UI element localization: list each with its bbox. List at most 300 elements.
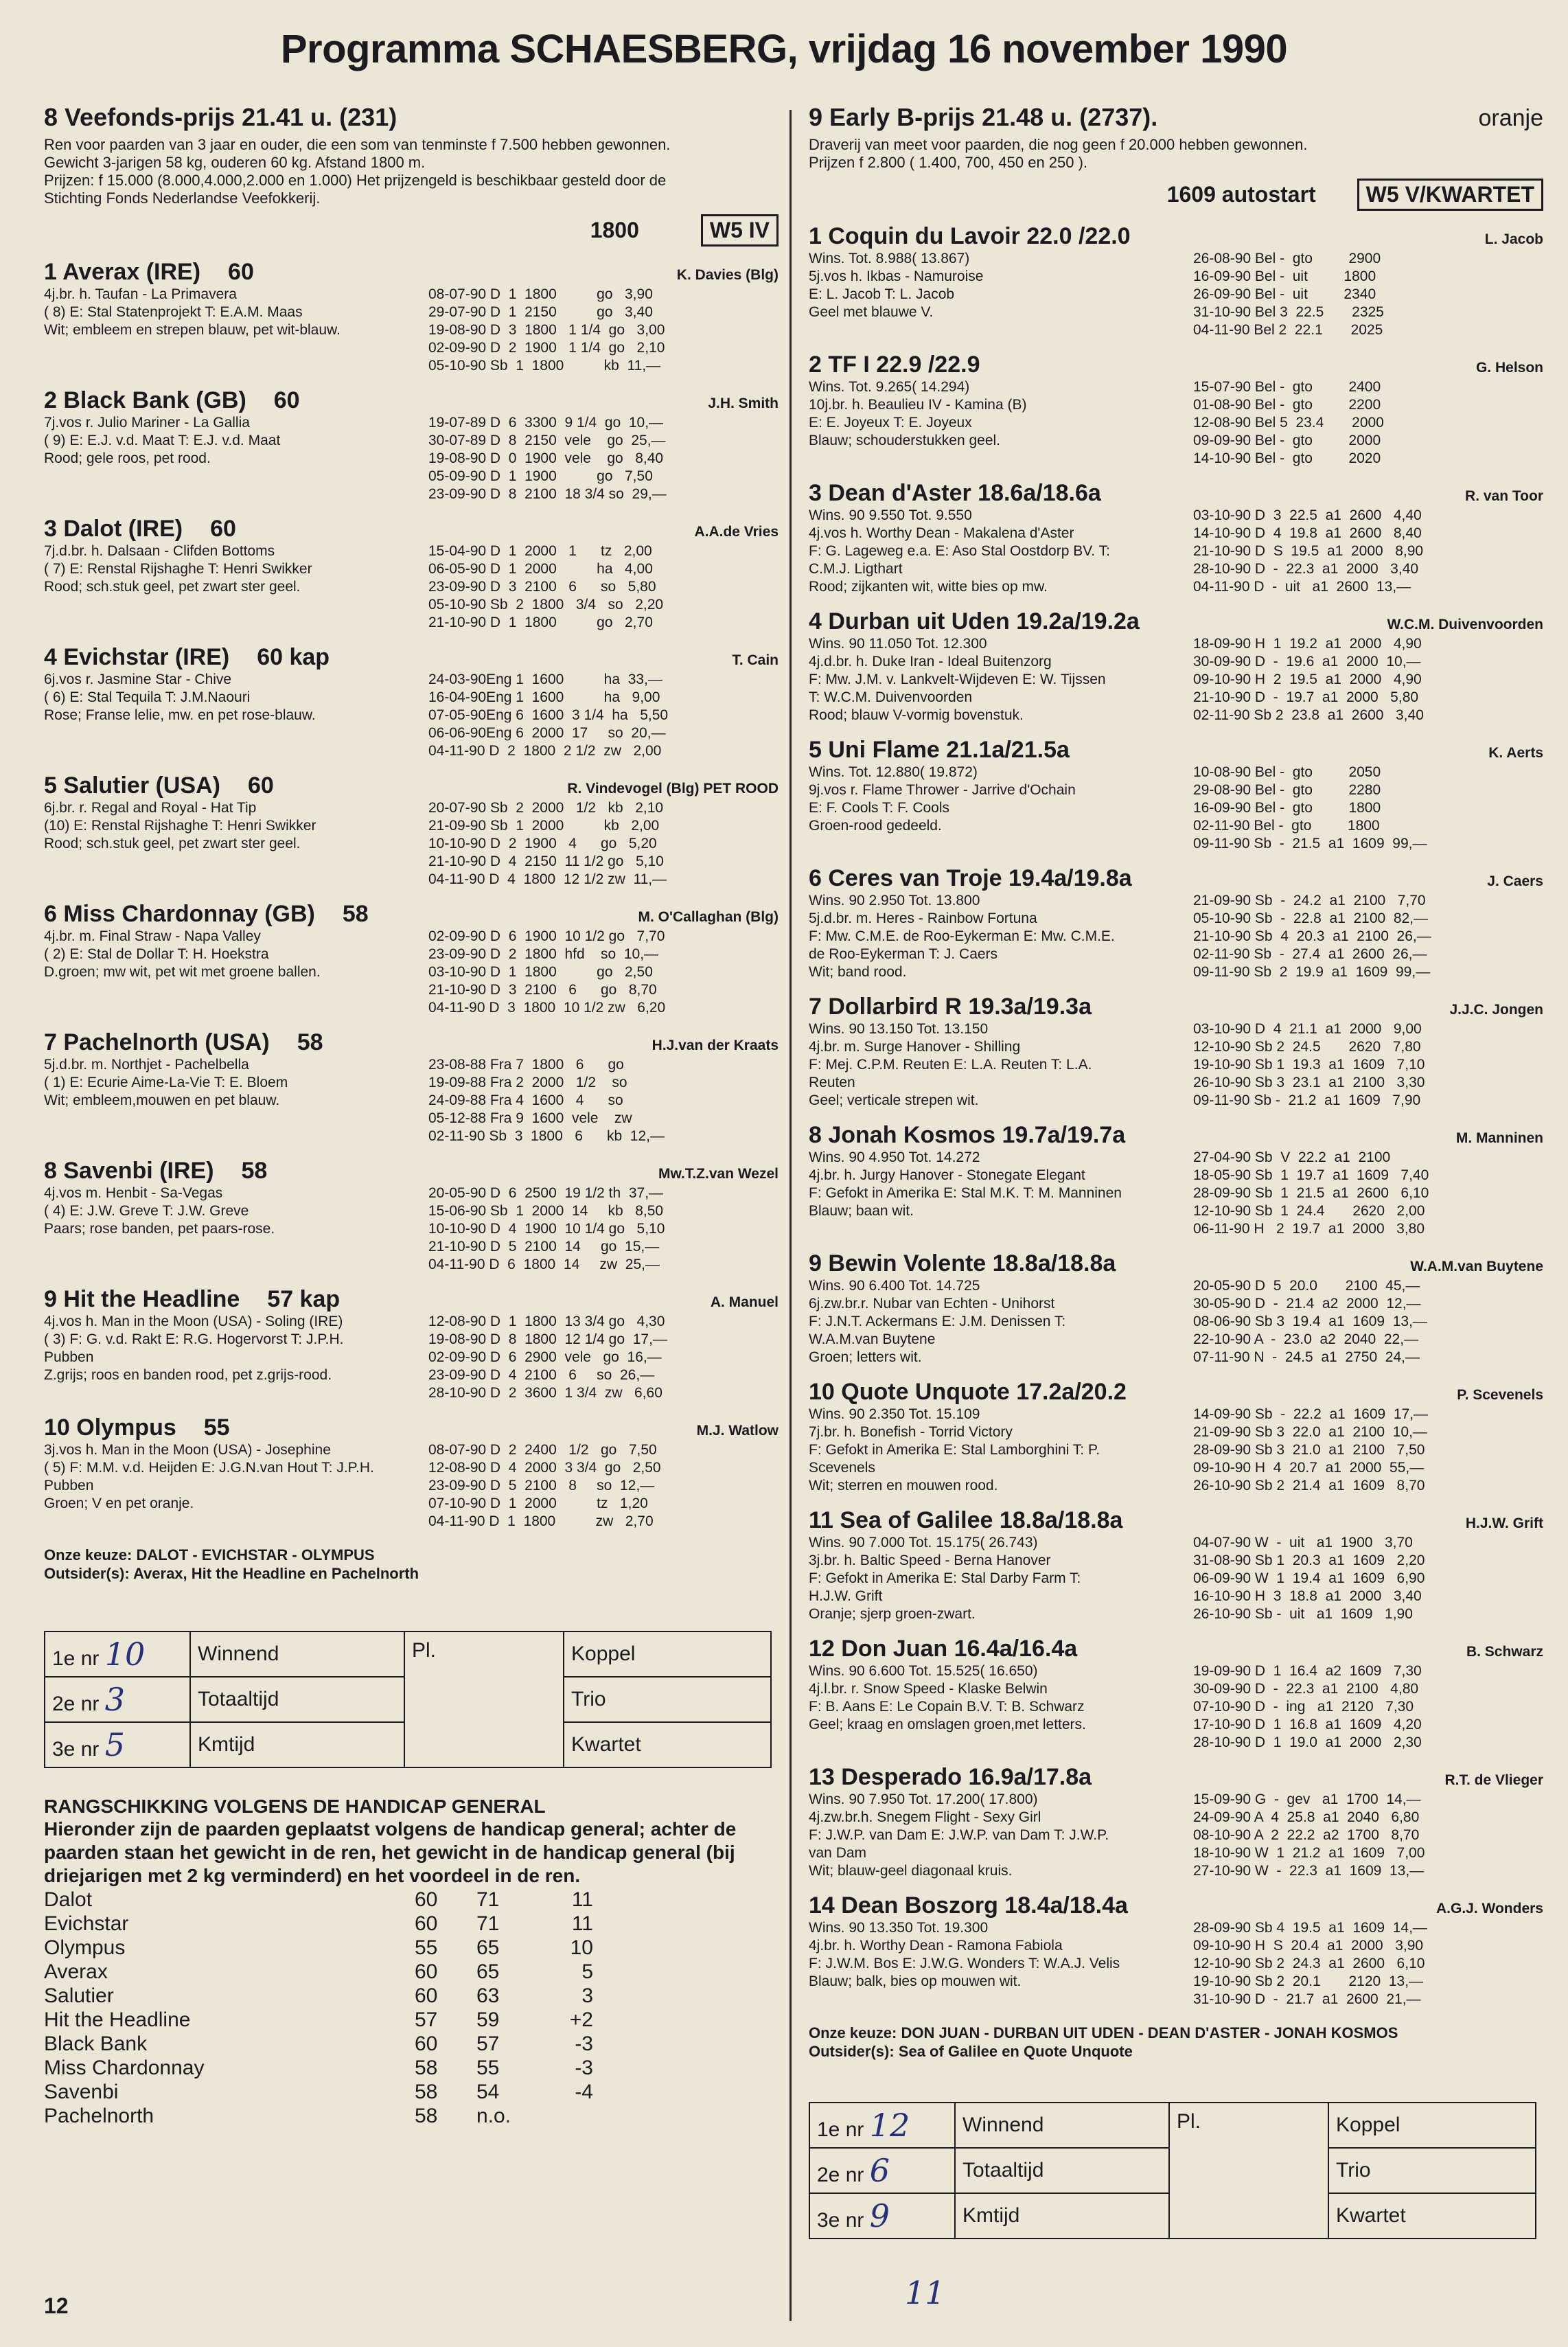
info-line: F: Gefokt in Amerika E: Stal M.K. T: M. Manninen	[809, 1185, 1122, 1201]
horse-name: 5 Salutier (USA)	[44, 772, 220, 799]
result-line: 19-09-90 D 1 16.4 a2 1609 7,30	[1193, 1663, 1422, 1679]
ranking-row	[44, 1936, 779, 1960]
info-line: 9j.vos r. Flame Thrower - Jarrive d'Ochain	[809, 782, 1076, 798]
horse-details	[809, 378, 1543, 468]
description-line: Stichting Fonds Nederlandse Veefokkerij.	[44, 190, 321, 207]
jockey-name: M. Manninen	[1455, 1130, 1543, 1146]
info-line: de Roo-Eykerman T: J. Caers	[809, 946, 998, 962]
result-line: 04-11-90 D 6 1800 14 zw 25,—	[428, 1257, 660, 1272]
bet-type-box: W5 IV	[701, 214, 779, 247]
horse-entry	[44, 1286, 779, 1402]
result-line: 21-10-90 D - 19.7 a1 2000 5,80	[1193, 689, 1419, 705]
horse-name: 1 Coquin du Lavoir 22.0 /22.0	[809, 223, 1131, 249]
place-label: Pl.	[1169, 2103, 1328, 2239]
result-line: 23-09-90 D 3 2100 6 so 5,80	[428, 579, 656, 595]
info-line: Geel; verticale strepen wit.	[809, 1092, 979, 1108]
result-line: 02-09-90 D 6 1900 10 1/2 go 7,70	[428, 928, 665, 944]
horse-header	[809, 994, 1543, 1020]
horse-header	[44, 516, 779, 542]
info-line: F: Gefokt in Amerika E: Stal Lamborghini T: P.	[809, 1442, 1100, 1458]
past-results	[1193, 1149, 1543, 1238]
ranking-cell-c: 5	[581, 1960, 593, 1983]
bet-type-box: W5 V/KWARTET	[1357, 179, 1543, 211]
horse-info	[809, 1020, 1193, 1110]
ranking-cell-n: Evichstar	[44, 1912, 129, 1935]
info-line: Wins. 90 6.600 Tot. 15.525( 16.650)	[809, 1663, 1038, 1679]
info-line: Rose; Franse lelie, mw. en pet rose-blauw.	[44, 707, 316, 723]
past-results	[1193, 1406, 1543, 1495]
ranking-cell-n: Pachelnorth	[44, 2105, 154, 2127]
horse-info	[809, 1534, 1193, 1623]
description-line: Prijzen: f 15.000 (8.000,4.000,2.000 en 1.000) Het prijzengeld is beschikbaar gesteld door de	[44, 172, 667, 189]
ranking-table	[44, 1888, 779, 2128]
result-line: 29-07-90 D 1 2150 go 3,40	[428, 304, 653, 320]
result-line: 03-10-90 D 3 22.5 a1 2600 4,40	[1193, 507, 1422, 523]
jockey-name: R.T. de Vlieger	[1444, 1772, 1543, 1788]
result-line: 28-09-90 Sb 1 21.5 a1 2600 6,10	[1193, 1185, 1429, 1201]
result-line: 02-11-90 Sb - 27.4 a1 2600 26,—	[1193, 946, 1427, 962]
info-line: C.M.J. Ligthart	[809, 561, 903, 577]
horse-weight: 58	[297, 1029, 323, 1055]
horse-entry	[44, 516, 779, 632]
ranking-cell-c: -3	[575, 2057, 593, 2079]
result-line: 06-06-90Eng 6 2000 17 so 20,—	[428, 725, 666, 741]
ranking-cell-c: -4	[575, 2081, 593, 2103]
horse-entry	[809, 223, 1543, 339]
horse-entry	[809, 352, 1543, 468]
horse-info	[44, 1184, 428, 1274]
race-title: 8 Veefonds-prijs 21.41 u. (231)	[44, 103, 397, 131]
horse-header	[809, 223, 1543, 250]
result-line: 08-10-90 A 2 22.2 a2 1700 8,70	[1193, 1827, 1420, 1843]
ranking-cell-n: Averax	[44, 1960, 108, 1983]
jockey-name: J.J.C. Jongen	[1449, 1002, 1543, 1018]
info-line: 4j.vos m. Henbit - Sa-Vegas	[44, 1185, 223, 1201]
horse-header	[809, 608, 1543, 635]
horse-details	[809, 1277, 1543, 1366]
horse-details	[44, 1313, 779, 1402]
our-choice	[809, 2024, 1543, 2061]
info-line: E: F. Cools T: F. Cools	[809, 800, 950, 816]
info-line: 5j.d.br. m. Heres - Rainbow Fortuna	[809, 911, 1037, 926]
info-line: Wins. 90 4.950 Tot. 14.272	[809, 1149, 980, 1165]
ranking-cell-b: 65	[476, 1936, 500, 1959]
result-line: 15-09-90 G - gev a1 1700 14,—	[1193, 1791, 1421, 1807]
result-line: 09-11-90 Sb - 21.2 a1 1609 7,90	[1193, 1092, 1421, 1108]
description-line: Draverij van meet voor paarden, die nog geen f 20.000 hebben gewonnen.	[809, 136, 1308, 153]
race-title: 9 Early B-prijs 21.48 u. (2737).	[809, 103, 1158, 131]
result-line: 02-09-90 D 6 2900 vele go 16,—	[428, 1349, 662, 1365]
horse-header	[809, 1122, 1543, 1149]
horse-entry	[809, 1379, 1543, 1495]
row-label: 1e nr	[52, 1647, 100, 1670]
horse-entry	[44, 259, 779, 375]
past-results	[1193, 1919, 1543, 2008]
horse-details	[809, 1791, 1543, 1880]
result-line: 04-11-90 Bel 2 22.1 2025	[1193, 322, 1383, 338]
handwritten-number[interactable]: 6	[869, 2152, 890, 2189]
horse-entry	[809, 1250, 1543, 1366]
result-line: 31-08-90 Sb 1 20.3 a1 1609 2,20	[1193, 1553, 1425, 1568]
jockey-name: Mw.T.Z.van Wezel	[658, 1166, 779, 1182]
horse-header	[809, 1636, 1543, 1662]
horse-name: 13 Desperado 16.9a/17.8a	[809, 1764, 1092, 1790]
info-line: ( 2) E: Stal de Dollar T: H. Hoekstra	[44, 946, 269, 962]
result-line: 28-10-90 D 2 3600 1 3/4 zw 6,60	[428, 1385, 662, 1401]
past-results	[428, 414, 779, 503]
horse-info	[809, 1277, 1193, 1366]
horse-info	[44, 542, 428, 632]
row-label: 2e nr	[817, 2164, 864, 2186]
result-line: 16-10-90 H 3 18.8 a1 2000 3,40	[1193, 1588, 1422, 1604]
result-line: 19-08-90 D 8 1800 12 1/4 go 17,—	[428, 1331, 667, 1347]
our-choice	[44, 1546, 779, 1583]
info-line: F: J.W.P. van Dam E: J.W.P. van Dam T: J.W.P.	[809, 1827, 1109, 1843]
ranking-cell-c: +2	[569, 2008, 593, 2031]
info-line: F: Mw. C.M.E. de Roo-Eykerman E: Mw. C.M.E.	[809, 928, 1115, 944]
horse-name: 2 TF I 22.9 /22.9	[809, 352, 980, 378]
result-line: 04-11-90 D 1 1800 zw 2,70	[428, 1513, 654, 1529]
horse-entry	[809, 994, 1543, 1110]
horse-info	[809, 1406, 1193, 1495]
info-line: 4j.br. h. Worthy Dean - Ramona Fabiola	[809, 1938, 1063, 1954]
result-line: 07-10-90 D - ing a1 2120 7,30	[1193, 1699, 1414, 1715]
info-line: ( 4) E: J.W. Greve T: J.W. Greve	[44, 1203, 249, 1219]
info-line: 5j.d.br. m. Northjet - Pachelbella	[44, 1057, 249, 1073]
past-results	[1193, 892, 1543, 981]
horse-details	[809, 635, 1543, 724]
horse-header	[44, 259, 779, 286]
kmtijd-label: Kmtijd	[955, 2193, 1169, 2239]
result-line: 10-10-90 D 4 1900 10 1/4 go 5,10	[428, 1221, 665, 1237]
result-line: 30-09-90 D - 22.3 a1 2100 4,80	[1193, 1681, 1419, 1697]
page-number: 12	[44, 2293, 69, 2318]
result-line: 21-10-90 Sb 4 20.3 a1 2100 26,—	[1193, 928, 1431, 944]
result-line: 21-10-90 D 4 2150 11 1/2 go 5,10	[428, 854, 664, 869]
horse-info	[809, 507, 1193, 596]
result-line: 05-10-90 Sb - 22.8 a1 2100 82,—	[1193, 911, 1429, 926]
result-line: 09-11-90 Sb 2 19.9 a1 1609 99,—	[1193, 964, 1431, 980]
horse-name: 8 Savenbi (IRE)	[44, 1158, 214, 1184]
info-line: ( 9) E: E.J. v.d. Maat T: E.J. v.d. Maat	[44, 433, 281, 448]
race-header	[44, 103, 779, 132]
result-line: 23-08-88 Fra 7 1800 6 go	[428, 1057, 624, 1073]
horse-entry	[44, 772, 779, 889]
info-line: F: Mej. C.P.M. Reuten E: L.A. Reuten T: L.A.	[809, 1057, 1092, 1073]
horse-name: 12 Don Juan 16.4a/16.4a	[809, 1636, 1078, 1662]
horse-header	[44, 1415, 779, 1441]
horse-details	[809, 1149, 1543, 1238]
info-line: Rood; zijkanten wit, witte bies op mw.	[809, 579, 1048, 595]
horse-list	[809, 223, 1543, 2008]
horse-entry	[809, 1507, 1543, 1623]
info-line: 7j.br. h. Bonefish - Torrid Victory	[809, 1424, 1013, 1440]
ranking-row	[44, 1888, 779, 1912]
past-results	[1193, 507, 1543, 596]
horse-name: 6 Miss Chardonnay (GB)	[44, 901, 315, 927]
horse-name: 3 Dean d'Aster 18.6a/18.6a	[809, 480, 1101, 506]
past-results	[428, 1184, 779, 1274]
info-line: Rood; sch.stuk geel, pet zwart ster geel.	[44, 579, 301, 595]
horse-details	[809, 507, 1543, 596]
jockey-name: H.J.van der Kraats	[652, 1038, 779, 1053]
ranking-row	[44, 2056, 779, 2080]
ranking-cell-b: 71	[476, 1912, 500, 1935]
horse-entry	[44, 901, 779, 1017]
info-line: Rood; gele roos, pet rood.	[44, 450, 211, 466]
row-label: 3e nr	[817, 2209, 864, 2232]
horse-name: 7 Pachelnorth (USA)	[44, 1029, 270, 1055]
ranking-row	[44, 2104, 779, 2128]
info-line: 4j.br. h. Jurgy Hanover - Stonegate Elegant	[809, 1167, 1085, 1183]
horse-name: 8 Jonah Kosmos 19.7a/19.7a	[809, 1122, 1126, 1148]
result-line: 09-11-90 Sb - 21.5 a1 1609 99,—	[1193, 836, 1427, 851]
horse-info	[809, 892, 1193, 981]
horse-details	[44, 928, 779, 1017]
result-line: 18-09-90 H 1 19.2 a1 2000 4,90	[1193, 636, 1422, 652]
result-line: 27-10-90 W - 22.3 a1 1609 13,—	[1193, 1863, 1425, 1879]
ranking-cell-a: 58	[415, 2057, 438, 2079]
horse-entry	[44, 1158, 779, 1274]
info-line: Oranje; sjerp groen-zwart.	[809, 1606, 976, 1622]
jockey-name: A. Manuel	[710, 1294, 779, 1310]
ranking-cell-a: 60	[415, 2033, 438, 2055]
info-line: T: W.C.M. Duivenvoorden	[809, 689, 973, 705]
horse-info	[809, 1149, 1193, 1238]
info-line: 4j.l.br. r. Snow Speed - Klaske Belwin	[809, 1681, 1048, 1697]
horse-details	[44, 1184, 779, 1274]
ranking-row	[44, 2080, 779, 2104]
info-line: F: J.N.T. Ackermans E: J.M. Denissen T:	[809, 1314, 1066, 1329]
info-line: (10) E: Renstal Rijshaghe T: Henri Swikker	[44, 818, 316, 834]
horse-name: 10 Quote Unquote 17.2a/20.2	[809, 1379, 1127, 1405]
horse-info	[44, 928, 428, 1017]
horse-header	[809, 1507, 1543, 1534]
ranking-cell-n: Olympus	[44, 1936, 126, 1959]
result-line: 08-06-90 Sb 3 19.4 a1 1609 13,—	[1193, 1314, 1427, 1329]
result-line: 04-11-90 D 4 1800 12 1/2 zw 11,—	[428, 871, 667, 887]
race-color: oranje	[1478, 105, 1543, 131]
info-line: 4j.br. m. Surge Hanover - Shilling	[809, 1039, 1021, 1055]
handwritten-number[interactable]: 3	[104, 1681, 126, 1718]
past-results	[428, 799, 779, 889]
handwritten-number[interactable]: 9	[869, 2197, 890, 2234]
past-results	[1193, 1534, 1543, 1623]
info-line: Paars; rose banden, pet paars-rose.	[44, 1221, 275, 1237]
info-line: Geel met blauwe V.	[809, 304, 934, 320]
ranking-cell-a: 60	[415, 1888, 438, 1911]
horse-header	[809, 1892, 1543, 1919]
info-line: 4j.vos h. Worthy Dean - Makalena d'Aster	[809, 525, 1074, 541]
info-line: Wit; embleem,mouwen en pet blauw.	[44, 1092, 280, 1108]
horse-details	[809, 764, 1543, 853]
past-results	[1193, 1277, 1543, 1366]
past-results	[428, 286, 779, 375]
result-line: 15-04-90 D 1 2000 1 tz 2,00	[428, 543, 652, 559]
horse-entry	[44, 387, 779, 503]
handwritten-number[interactable]: 10	[104, 1636, 146, 1673]
horse-name: 1 Averax (IRE)	[44, 259, 201, 285]
result-line: 08-07-90 D 1 1800 go 3,90	[428, 286, 653, 302]
info-line: Wins. 90 7.000 Tot. 15.175( 26.743)	[809, 1535, 1038, 1550]
result-line: 24-03-90Eng 1 1600 ha 33,—	[428, 672, 662, 687]
horse-entry	[809, 480, 1543, 596]
jockey-name: M. O'Callaghan (Blg)	[638, 909, 779, 925]
result-line: 12-08-90 D 4 2000 3 3/4 go 2,50	[428, 1460, 661, 1476]
horse-details	[809, 1662, 1543, 1752]
description-line: Prijzen f 2.800 ( 1.400, 700, 450 en 250 ).	[809, 154, 1088, 171]
info-line: ( 8) E: Stal Statenprojekt T: E.A.M. Maas	[44, 304, 303, 320]
jockey-name: J.H. Smith	[708, 396, 779, 411]
ranking-cell-a: 60	[415, 1984, 438, 2007]
info-line: 6j.br. r. Regal and Royal - Hat Tip	[44, 800, 257, 816]
info-line: Wins. 90 2.350 Tot. 15.109	[809, 1406, 980, 1422]
ranking-cell-c: 3	[581, 1984, 593, 2007]
info-line: ( 6) E: Stal Tequila T: J.M.Naouri	[44, 689, 251, 705]
outsiders-text: Outsider(s): Sea of Galilee en Quote Unquote	[809, 2043, 1133, 2060]
result-line: 02-11-90 Sb 2 23.8 a1 2600 3,40	[1193, 707, 1424, 723]
result-line: 04-11-90 D - uit a1 2600 13,—	[1193, 579, 1411, 595]
past-results	[428, 1313, 779, 1402]
keuze-text: Onze keuze: DON JUAN - DURBAN UIT UDEN - DEAN D'ASTER - JONAH KOSMOS	[809, 2024, 1398, 2041]
result-line: 23-09-90 D 8 2100 18 3/4 so 29,—	[428, 486, 667, 502]
result-line: 12-10-90 Sb 1 24.4 2620 2,00	[1193, 1203, 1425, 1219]
row-label: 2e nr	[52, 1693, 100, 1715]
horse-header	[809, 737, 1543, 764]
result-line: 21-09-90 Sb 3 22.0 a1 2100 10,—	[1193, 1424, 1427, 1440]
ranking-row	[44, 1984, 779, 2008]
ranking-cell-a: 55	[415, 1936, 438, 1959]
result-line: 06-11-90 H 2 19.7 a1 2000 3,80	[1193, 1221, 1425, 1237]
horse-name: 2 Black Bank (GB)	[44, 387, 246, 413]
horse-details	[44, 1056, 779, 1145]
info-line: Wins. 90 2.950 Tot. 13.800	[809, 893, 980, 908]
result-line: 23-09-90 D 5 2100 8 so 12,—	[428, 1478, 655, 1493]
ranking-cell-b: 54	[476, 2081, 500, 2103]
jockey-name: P. Scevenels	[1457, 1387, 1543, 1403]
result-line: 09-10-90 H 2 19.5 a1 2000 4,90	[1193, 672, 1422, 687]
info-line: 4j.br. h. Taufan - La Primavera	[44, 286, 237, 302]
horse-name: 14 Dean Boszorg 18.4a/18.4a	[809, 1892, 1128, 1919]
bet-form	[809, 2102, 1536, 2239]
result-line: 15-06-90 Sb 1 2000 14 kb 8,50	[428, 1203, 664, 1219]
result-line: 19-10-90 Sb 1 19.3 a1 1609 7,10	[1193, 1057, 1425, 1073]
ranking-cell-n: Hit the Headline	[44, 2008, 191, 2031]
kwartet-label: Kwartet	[1328, 2193, 1536, 2239]
info-line: Wins. Tot. 9.265( 14.294)	[809, 379, 970, 395]
horse-entry	[44, 1415, 779, 1531]
horse-header	[44, 772, 779, 799]
jockey-name: W.C.M. Duivenvoorden	[1387, 617, 1543, 632]
result-line: 12-08-90 Bel 5 23.4 2000	[1193, 415, 1384, 431]
info-line: Rood; sch.stuk geel, pet zwart ster geel.	[44, 836, 301, 851]
info-line: 7j.vos r. Julio Mariner - La Gallia	[44, 415, 250, 431]
horse-info	[44, 1441, 428, 1531]
result-line: 30-09-90 D - 19.6 a1 2000 10,—	[1193, 654, 1421, 669]
result-line: 21-10-90 D 3 2100 6 go 8,70	[428, 982, 657, 998]
jockey-name: A.G.J. Wonders	[1436, 1901, 1543, 1916]
result-line: 04-11-90 D 2 1800 2 1/2 zw 2,00	[428, 743, 662, 759]
info-line: Blauw; baan wit.	[809, 1203, 914, 1219]
ranking-cell-b: n.o.	[476, 2105, 511, 2127]
horse-info	[44, 286, 428, 375]
horse-details	[809, 1020, 1543, 1110]
info-line: 7j.d.br. h. Dalsaan - Clifden Bottoms	[44, 543, 275, 559]
totaaltijd-label: Totaaltijd	[955, 2148, 1169, 2193]
horse-weight: 60 kap	[257, 644, 330, 670]
result-line: 14-10-90 Bel - gto 2020	[1193, 450, 1381, 466]
result-line: 09-10-90 H S 20.4 a1 2000 3,90	[1193, 1938, 1424, 1954]
result-line: 26-08-90 Bel - gto 2900	[1193, 251, 1381, 266]
info-line: van Dam	[809, 1845, 867, 1861]
info-line: E: L. Jacob T: L. Jacob	[809, 286, 955, 302]
ranking-cell-c	[552, 2104, 593, 2128]
past-results	[428, 671, 779, 760]
ranking-cell-a: 60	[415, 1912, 438, 1935]
ranking-cell-c: 11	[571, 1888, 593, 1911]
past-results	[428, 1441, 779, 1531]
description-line: Gewicht 3-jarigen 58 kg, ouderen 60 kg. Afstand 1800 m.	[44, 154, 426, 171]
info-line: Wins. 90 13.150 Tot. 13.150	[809, 1021, 989, 1037]
jockey-name: H.J.W. Grift	[1465, 1515, 1543, 1531]
info-line: ( 3) F: G. v.d. Rakt E: R.G. Hogervorst T: J.P.H.	[44, 1331, 344, 1347]
ranking-cell-a: 58	[415, 2105, 438, 2127]
horse-weight: 55	[203, 1415, 230, 1441]
horse-header	[809, 865, 1543, 892]
info-line: 3j.vos h. Man in the Moon (USA) - Josephine	[44, 1442, 331, 1458]
info-line: 6j.zw.br.r. Nubar van Echten - Unihorst	[809, 1296, 1055, 1312]
horse-details	[44, 799, 779, 889]
keuze-text: Onze keuze: DALOT - EVICHSTAR - OLYMPUS	[44, 1546, 375, 1564]
info-line: Groen; V en pet oranje.	[44, 1496, 194, 1511]
handwritten-number[interactable]: 12	[869, 2107, 910, 2144]
past-results	[1193, 250, 1543, 339]
ranking-cell-n: Dalot	[44, 1888, 93, 1911]
handwritten-number[interactable]: 5	[104, 1726, 126, 1763]
ranking-cell-n: Salutier	[44, 1984, 114, 2007]
ranking-cell-c: 11	[571, 1912, 593, 1935]
result-line: 12-10-90 Sb 2 24.5 2620 7,80	[1193, 1039, 1421, 1055]
horse-name: 7 Dollarbird R 19.3a/19.3a	[809, 994, 1092, 1020]
jockey-name: K. Davies (Blg)	[676, 267, 779, 283]
outsiders-text: Outsider(s): Averax, Hit the Headline en Pachelnorth	[44, 1565, 419, 1582]
info-line: E: E. Joyeux T: E. Joyeux	[809, 415, 972, 431]
past-results	[1193, 1791, 1543, 1880]
info-line: ( 7) E: Renstal Rijshaghe T: Henri Swikker	[44, 561, 312, 577]
horse-info	[809, 635, 1193, 724]
result-line: 24-09-88 Fra 4 1600 4 so	[428, 1092, 623, 1108]
horse-info	[44, 1056, 428, 1145]
result-line: 26-09-90 Bel - uit 2340	[1193, 286, 1376, 302]
horse-info	[809, 1662, 1193, 1752]
kmtijd-label: Kmtijd	[190, 1722, 404, 1767]
winnend-label: Winnend	[955, 2103, 1169, 2148]
result-line: 30-07-89 D 8 2150 vele go 25,—	[428, 433, 666, 448]
result-line: 12-10-90 Sb 2 24.3 a1 2600 6,10	[1193, 1956, 1425, 1971]
info-line: Wit; band rood.	[809, 964, 907, 980]
result-line: 09-10-90 H 4 20.7 a1 2000 55,—	[1193, 1460, 1425, 1476]
horse-entry	[809, 1892, 1543, 2008]
result-line: 07-11-90 N - 24.5 a1 2750 24,—	[1193, 1349, 1420, 1365]
horse-weight: 57 kap	[267, 1286, 341, 1312]
result-line: 30-05-90 D - 21.4 a2 2000 12,—	[1193, 1296, 1421, 1312]
result-line: 14-10-90 D 4 19.8 a1 2600 8,40	[1193, 525, 1422, 541]
info-line: F: G. Lageweg e.a. E: Aso Stal Oostdorp BV. T:	[809, 543, 1110, 559]
ranking-cell-c: 10	[570, 1936, 593, 1959]
horse-header	[44, 1029, 779, 1056]
info-line: 10j.br. h. Beaulieu IV - Kamina (B)	[809, 397, 1027, 413]
result-line: 20-07-90 Sb 2 2000 1/2 kb 2,10	[428, 800, 664, 816]
